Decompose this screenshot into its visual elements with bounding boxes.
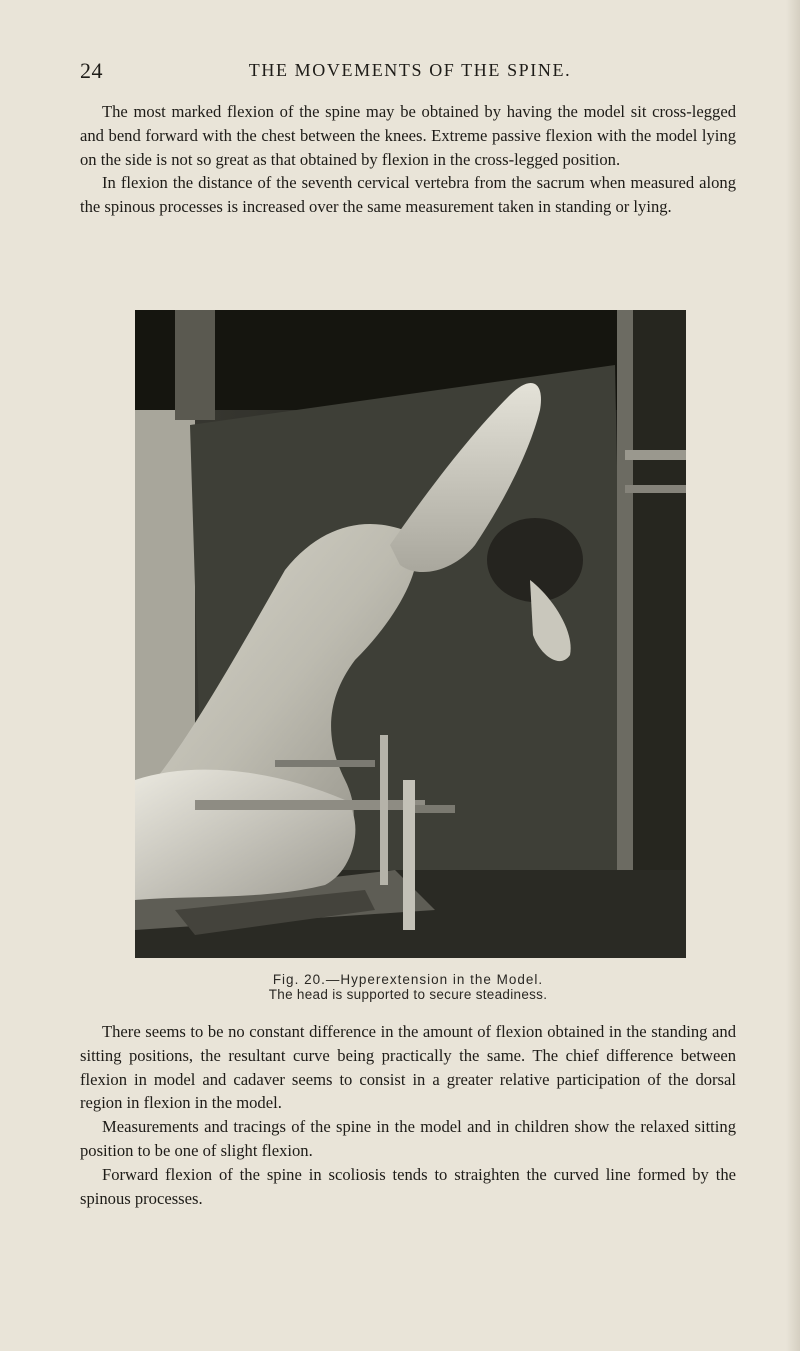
page-edge-shadow (786, 0, 800, 1351)
paragraph: There seems to be no constant difference in the amount of flexion obtained in the standing and sitting positions, the resultant curve being practically the same. The chief difference between flexion in model and cadaver seems to consist in a greater relative participation of the dorsal region in flexion in the model. (80, 1022, 736, 1113)
figure-photograph (135, 310, 686, 958)
paragraph: In flexion the distance of the seventh cervical vertebra from the sacrum when measured along the spinous processes is increased over the same measurement taken in standing or lying. (80, 173, 736, 217)
figure-caption-title: Fig. 20.—Hyperextension in the Model. (272, 972, 544, 987)
body-text-bottom (80, 1020, 736, 1210)
figure-caption-subtitle: The head is supported to secure steadiness. (268, 987, 548, 1002)
support-post (403, 780, 415, 930)
paragraph: Measurements and tracings of the spine in the model and in children show the relaxed sitting position to be one of slight flexion. (80, 1117, 736, 1160)
running-head (80, 58, 720, 88)
page-number: 24 (80, 58, 103, 83)
support-bar (195, 800, 425, 810)
paragraph: Forward flexion of the spine in scoliosis tends to straighten the curved line formed by the spinous processes. (80, 1164, 736, 1208)
paragraph: The most marked flexion of the spine may be obtained by having the model sit cross-legged and bend forward with the chest between the knees. Extreme passive flexion with the model lying on the side is not so great as that obtained by flexion in the cross-legged position. (80, 102, 736, 169)
body-text-top (80, 100, 736, 219)
running-head-title: THE MOVEMENTS OF THE SPINE. (248, 60, 572, 80)
hyperextension-photo (135, 310, 686, 958)
